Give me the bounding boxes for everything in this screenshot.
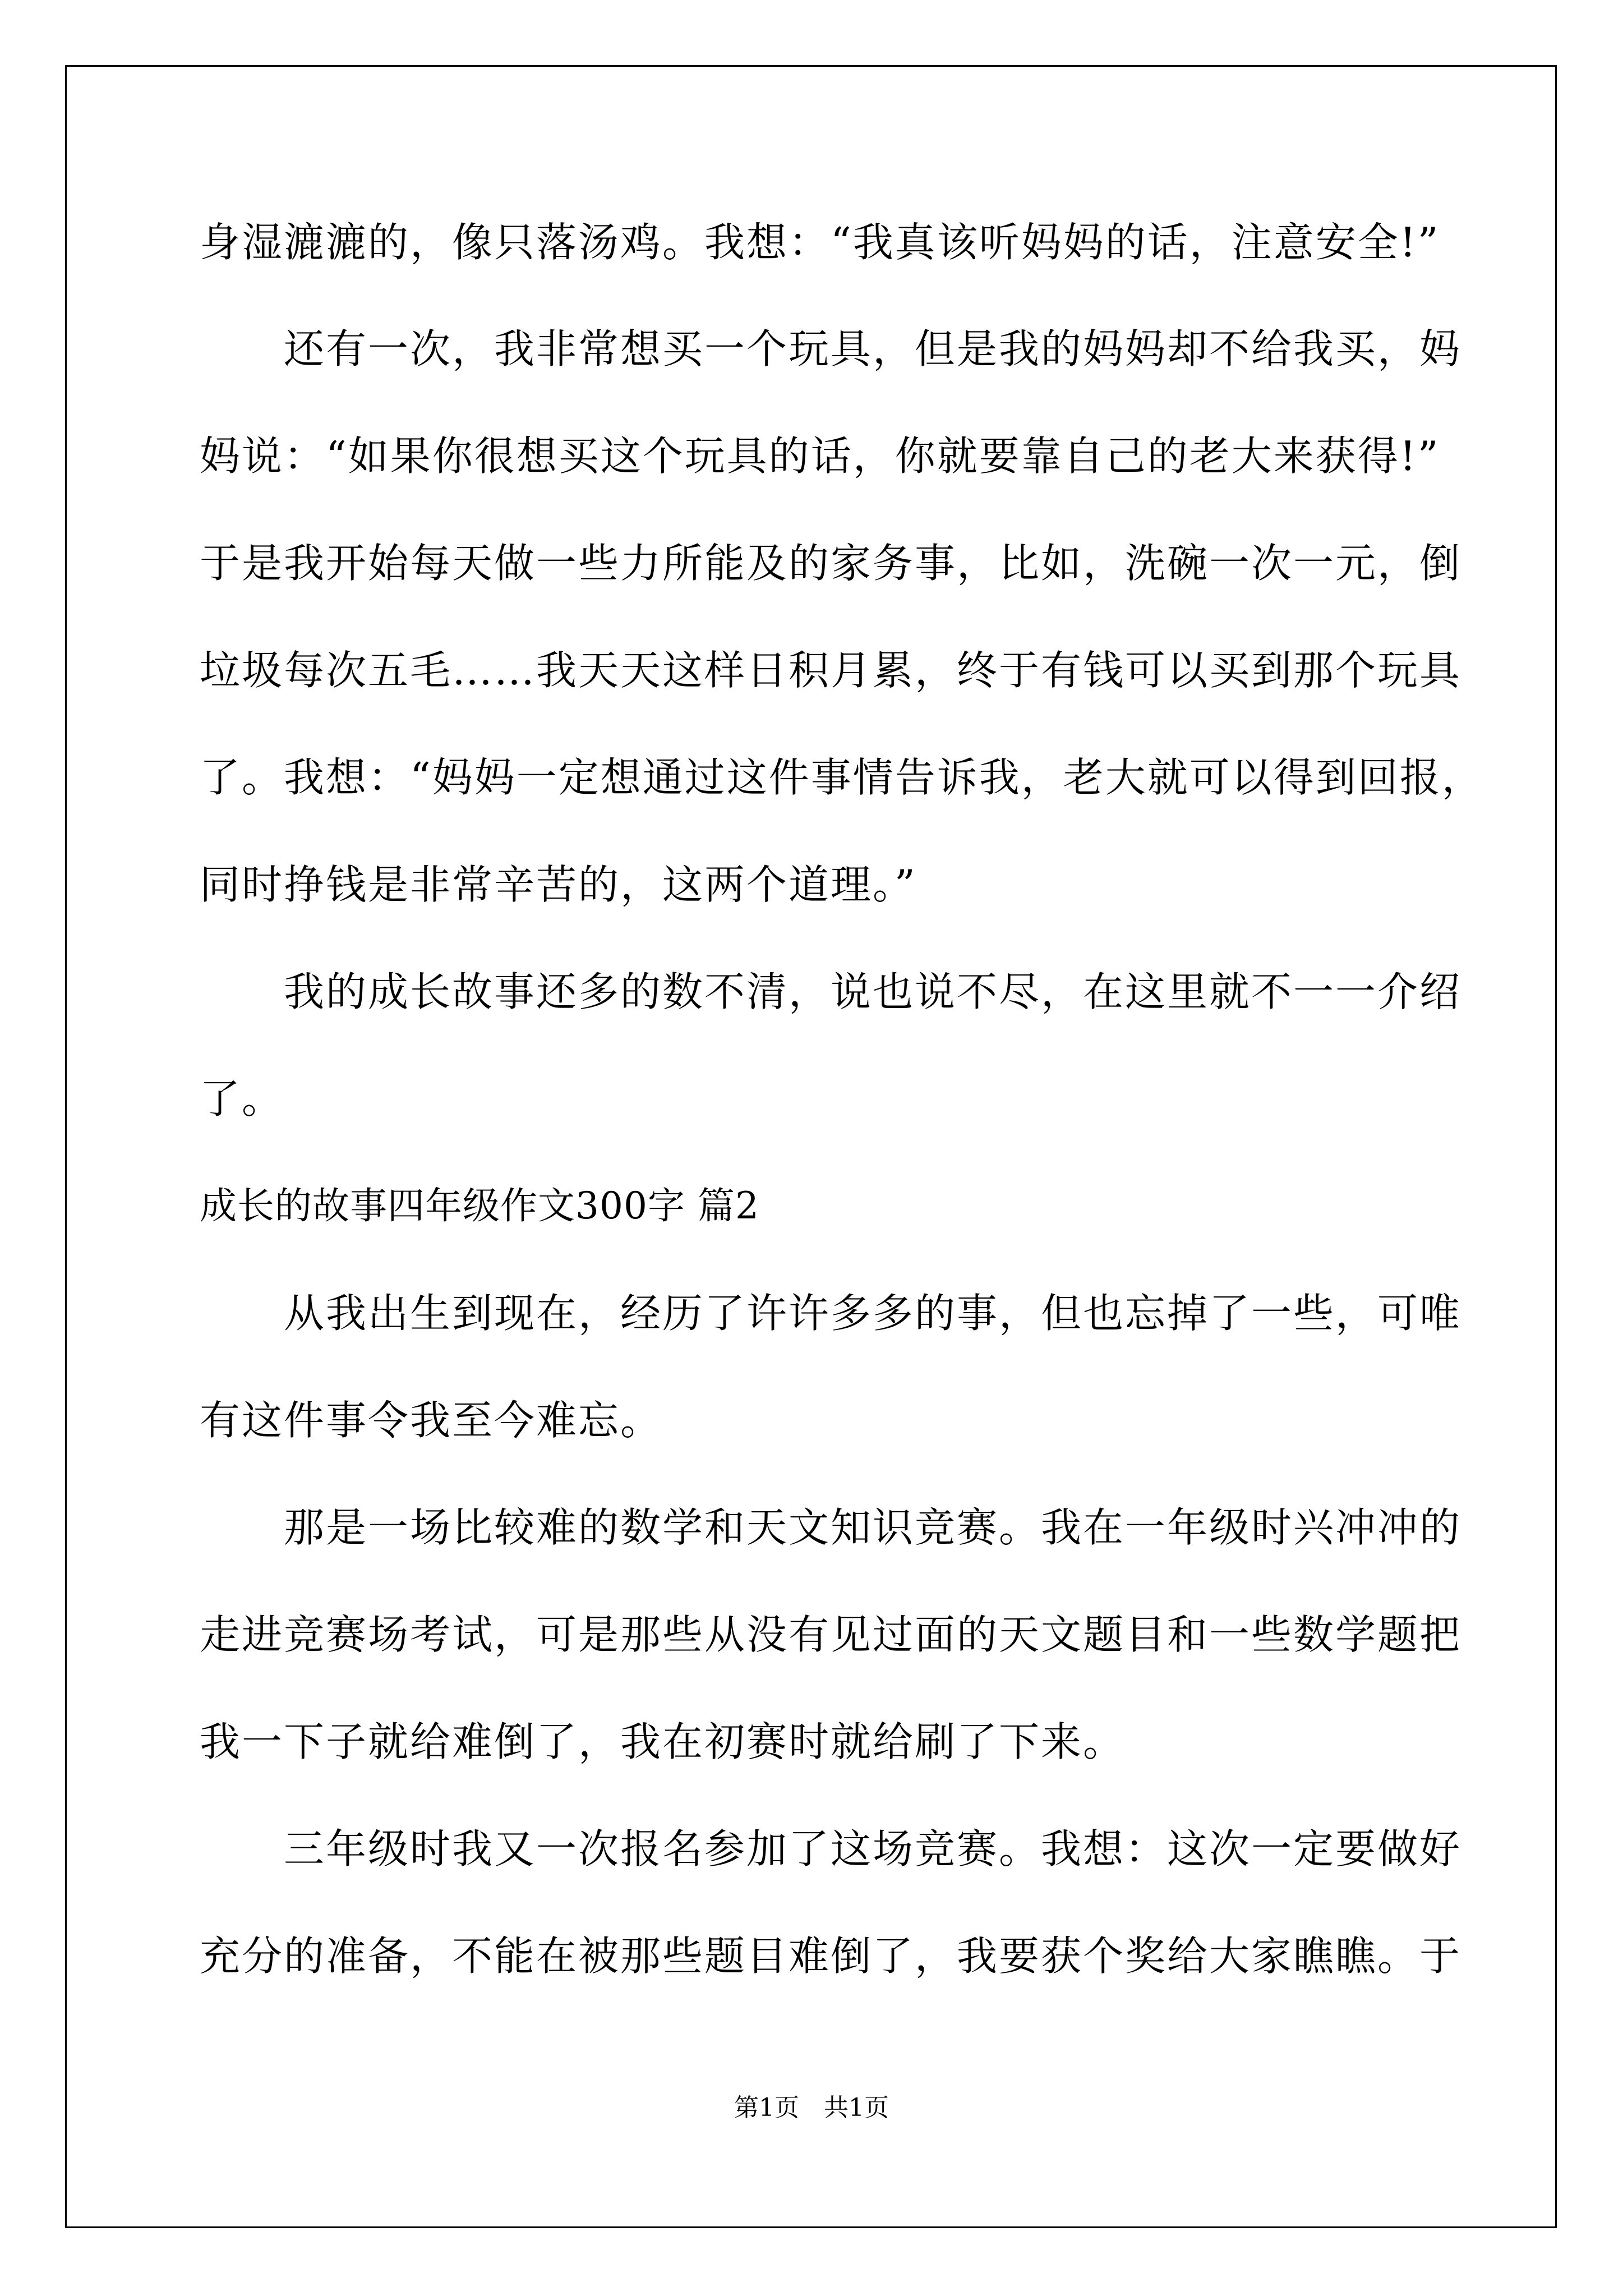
text-line: 垃圾每次五毛……我天天这样日积月累，终于有钱可以买到那个玩具 [200,647,1462,694]
text-line: 我的成长故事还多的数不清，说也说不尽，在这里就不一一介绍 [200,968,1462,1015]
text-line: 妈说：“如果你很想买这个玩具的话，你就要靠自己的老大来获得!” [200,432,1440,480]
text-line: 于是我开始每天做一些力所能及的家务事，比如，洗碗一次一元，倒 [200,540,1462,587]
text-line: 从我出生到现在，经历了许许多多的事，但也忘掉了一些，可唯 [200,1290,1462,1337]
page-border [65,65,1557,2228]
text-line: 还有一次，我非常想买一个玩具，但是我的妈妈却不给我买，妈 [200,325,1462,372]
text-line: 有这件事令我至今难忘。 [200,1397,663,1444]
text-line: 走进竞赛场考试，可是那些从没有见过面的天文题目和一些数学题把 [200,1611,1462,1658]
text-line: 了。 [200,1075,284,1122]
text-line: 我一下子就给难倒了，我在初赛时就给刷了下来。 [200,1718,1126,1765]
text-line: 身湿漉漉的，像只落汤鸡。我想：“我真该听妈妈的话，注意安全!” [200,219,1440,266]
page-footer: 第1页 共1页 [734,2093,889,2122]
text-line: 了。我想：“妈妈一定想通过这件事情告诉我，老大就可以得到回报， [200,754,1484,801]
text-line: 同时挣钱是非常辛苦的，这两个道理。” [200,861,917,908]
text-line: 三年级时我又一次报名参加了这场竞赛。我想：这次一定要做好 [200,1825,1462,1872]
text-line: 那是一场比较难的数学和天文知识竞赛。我在一年级时兴冲冲的 [200,1504,1462,1551]
text-line: 充分的准备，不能在被那些题目难倒了，我要获个奖给大家瞧瞧。于 [200,1932,1462,1980]
section-heading: 成长的故事四年级作文300字 篇2 [200,1184,759,1227]
